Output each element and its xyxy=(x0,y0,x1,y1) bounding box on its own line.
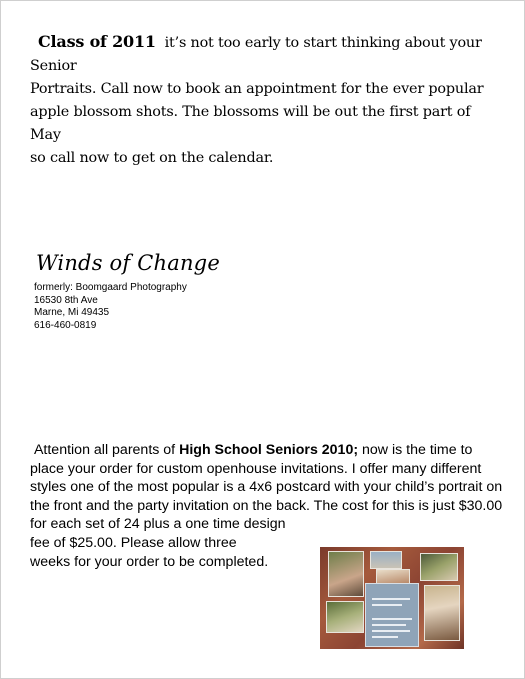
intro-paragraph xyxy=(30,30,505,170)
announcement-text-1: Attention all parents of xyxy=(33,442,176,458)
announcement-text-2: now is the time to place your order for custom openhouse invitations. I offer many different styles one of the most popular is a 4x6 postcard with your child’s portrait on the front and the party invitation on the back. The cost for this is just $30.00 for each set of 24 plus a one time design xyxy=(30,442,503,533)
portrait-photo-top-right xyxy=(420,553,458,581)
weeks-line: weeks for your order to be completed. xyxy=(30,553,269,570)
seniors-highlight: High School Seniors 2010; xyxy=(179,442,359,458)
portrait-photo-top-center xyxy=(370,551,402,569)
formerly-line: formerly: Boomgaard Photography xyxy=(34,282,187,293)
invitation-text-card xyxy=(365,583,419,647)
business-contact xyxy=(34,282,187,332)
city-address: Marne, Mi 49435 xyxy=(34,307,110,318)
street-address: 16530 8th Ave xyxy=(34,294,98,306)
intro-line-4: so call now to get on the calendar. xyxy=(30,150,274,166)
announcement-main xyxy=(30,441,510,534)
intro-line-3: apple blossom shots. The blossoms will be out the first part of May xyxy=(30,104,471,143)
portrait-photo-top-left xyxy=(328,551,364,597)
portrait-photo-bottom-left xyxy=(326,601,364,633)
fee-line: fee of $25.00. Please allow three xyxy=(30,534,237,551)
intro-line-2: Portraits. Call now to book an appointment for the ever popular xyxy=(30,81,484,97)
business-name: Winds of Change xyxy=(36,251,220,275)
phone-number: 616-460-0819 xyxy=(34,319,97,331)
invitation-sample-photo xyxy=(320,547,464,649)
portrait-photo-bottom-right xyxy=(424,585,460,641)
class-year-heading: Class of 2011 xyxy=(38,32,156,51)
intro-line-1 xyxy=(30,30,505,78)
intro-line-1-text: it’s not too early to start thinking about your Senior xyxy=(30,35,482,74)
